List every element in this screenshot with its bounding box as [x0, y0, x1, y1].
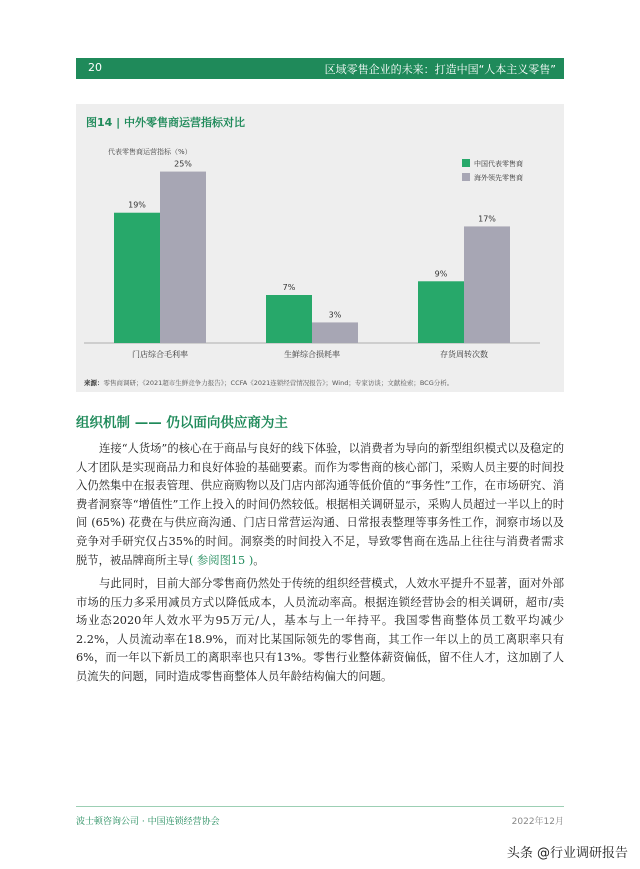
source-label: 来源： [84, 379, 104, 387]
bar-china-3 [418, 281, 464, 343]
bar-overseas-3 [464, 226, 510, 343]
y-axis-label: 代表零售商运营指标（%） [108, 148, 192, 156]
legend-swatch-1 [462, 159, 470, 167]
bar-overseas-2 [312, 322, 358, 343]
bar-overseas-1 [160, 172, 206, 343]
footer-publisher: 波士顿咨询公司 · 中国连锁经营协会 [76, 817, 220, 827]
paragraph-1-text: 连接“人货场”的核心在于商品与良好的线下体验，以消费者为导向的新型组织模式以及稳定的人才团队是实现商品力和良好体验的基础要素。而作为零售商的核心部门，采购人员主要的时间投入仍然集中在报表管理、供应商购物以及门店内部沟通等低价值的“事务性”工作，在市场研究、消费者洞察等“增值性”工作上投入的时间仍然较低。根据相关调研显示，采购人员超过一半以上的时间 (65%) 花费在与供应商沟通、门店日常营运沟通、日常报表整理等事务性工作，洞察市场以及竞争对手研究仅占35%的时间。洞察类的时间投入不足，导致零售商在选品上往往与消费者需求脱节，被品牌商所主导 [76, 442, 564, 567]
footer-date: 2022年12月 [511, 817, 564, 827]
page-header-bar [76, 58, 564, 79]
legend-swatch-2 [462, 173, 470, 181]
paragraph-1-end: 。 [253, 553, 265, 567]
paragraph-2 [76, 575, 564, 687]
x-tick-label-2: 生鲜综合损耗率 [284, 350, 340, 359]
report-title: 区域零售企业的未来：打造中国“人本主义零售” [324, 63, 556, 76]
data-label-overseas-3: 17% [478, 214, 496, 224]
data-label-overseas-1: 25% [174, 159, 192, 169]
footer-divider [76, 806, 564, 807]
x-tick-label-3: 存货周转次数 [440, 350, 488, 359]
page-number: 20 [88, 61, 102, 74]
paragraph-2-text: 与此同时，目前大部分零售商仍然处于传统的组织经营模式，人效水平提升不显著，面对外部市场的压力多采用减员方式以降低成本，人员流动率高。根据连锁经营协会的相关调研，超市/卖场业态2020年人效水平为95万元/人，基本与上一年持平。我国零售商整体员工数平均减少2.2%，人员流动率在18.9%，而对比某国际领先的零售商，其工作一年以上的员工离职率只有6%，而一年以下新员工的离职率也只有13%。零售行业整体薪资偏低，留不住人才，这加剧了人员流失的问题，同时造成零售商整体人员年龄结构偏大的问题。 [76, 577, 564, 683]
source-text: 零售商调研；《2021超市生鲜竞争力报告》；CCFA《2021连锁经营情况报告》；Wind；专家访谈；文献检索；BCG分析。 [103, 379, 454, 387]
data-label-overseas-2: 3% [328, 310, 342, 320]
bar-china-2 [266, 295, 312, 343]
legend-label-1: 中国代表零售商 [474, 160, 523, 168]
x-tick-label-1: 门店综合毛利率 [132, 350, 188, 359]
figure-reference-link[interactable]: ( 参阅图15 ) [188, 553, 254, 567]
figure-panel [76, 104, 564, 392]
data-label-china-3: 9% [434, 269, 448, 279]
data-label-china-1: 19% [128, 200, 146, 210]
paragraph-1 [76, 440, 564, 570]
bar-chart [76, 104, 564, 374]
bar-china-1 [114, 213, 160, 343]
section-heading: 组织机制 —— 仍以面向供应商为主 [76, 415, 288, 431]
figure-source [84, 378, 453, 387]
watermark: 头条 @行业调研报告 [506, 846, 628, 861]
legend-label-2: 海外领先零售商 [474, 174, 523, 182]
data-label-china-2: 7% [282, 283, 296, 292]
figure-title: 图14 | 中外零售商运营指标对比 [86, 116, 245, 129]
